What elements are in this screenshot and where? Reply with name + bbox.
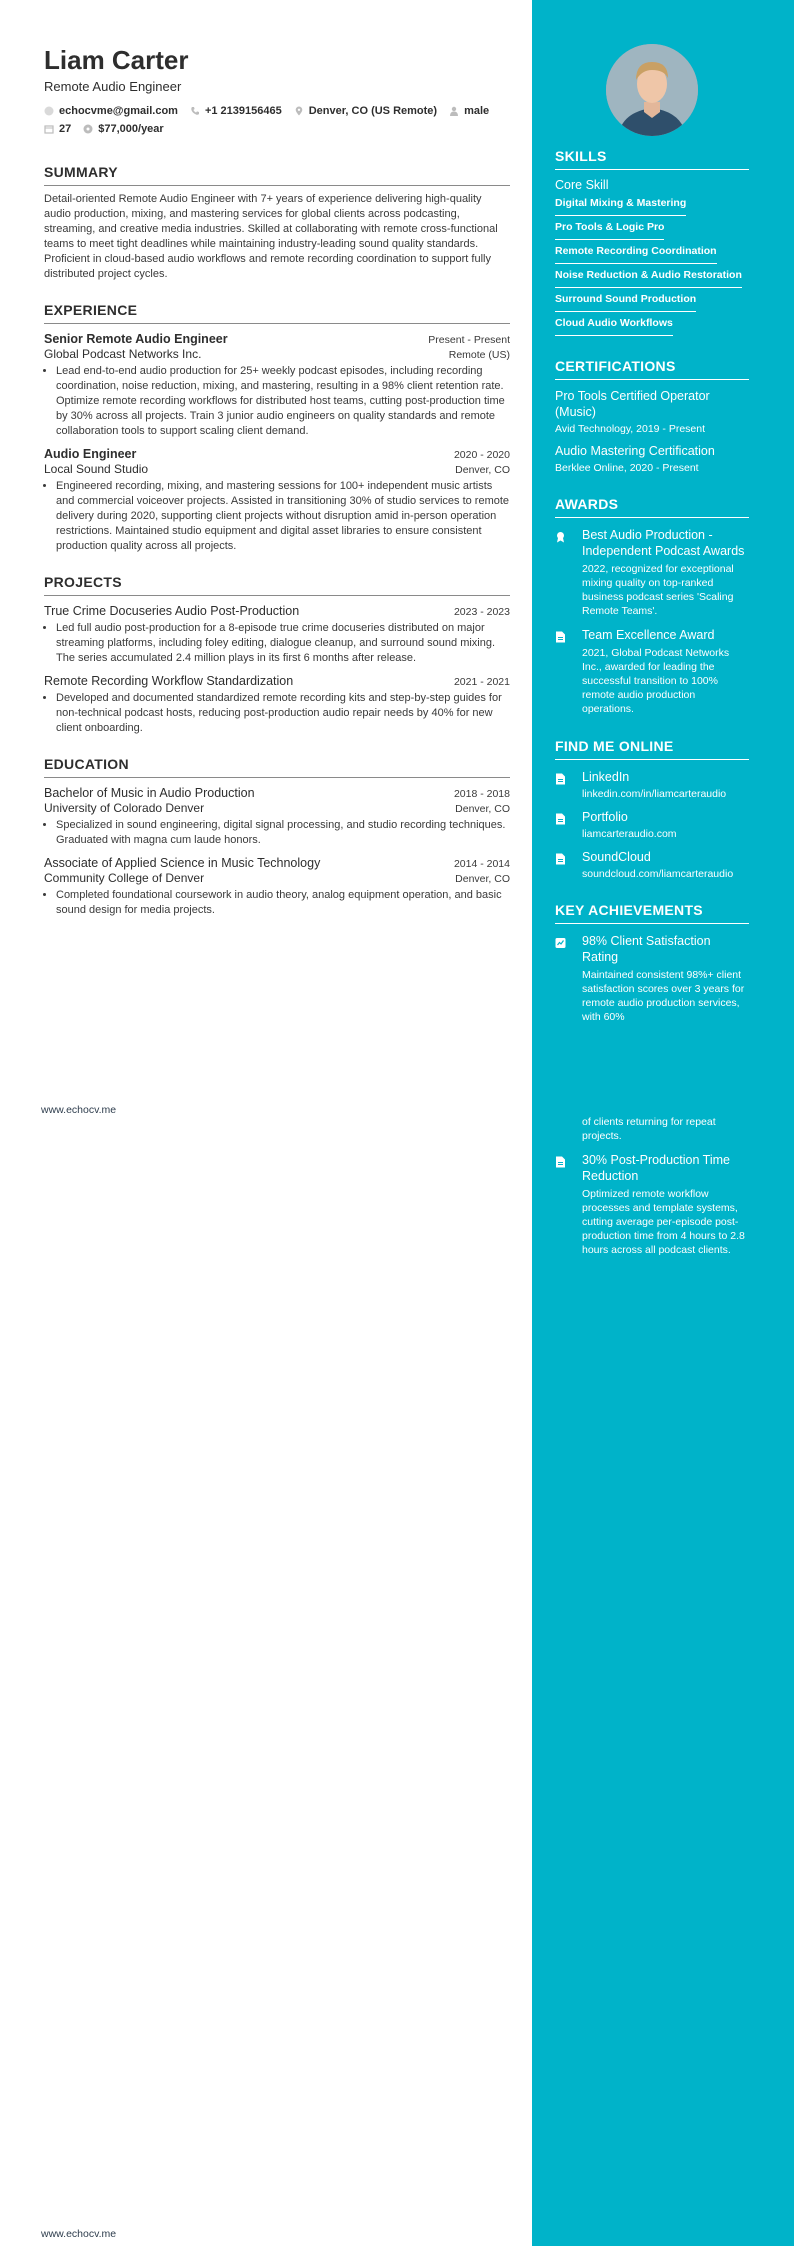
- job-title: Senior Remote Audio Engineer: [44, 332, 228, 346]
- online-link-entry[interactable]: [555, 809, 749, 840]
- summary-section: [44, 164, 510, 282]
- degree-description: • Specialized in sound engineering, digital signal processing, and studio recording techniques. Graduated with magna cum laude honors.: [56, 818, 510, 848]
- sidebar-column: [555, 44, 749, 1257]
- salary-item: [83, 120, 163, 138]
- person-icon: [449, 106, 459, 116]
- online-url[interactable]: liamcarteraudio.com: [582, 828, 677, 840]
- phone-text: +1 2139156465: [204, 105, 282, 117]
- job-description: • Lead end-to-end audio production for 25+ weekly podcast episodes, including recording coordination, noise reduction, mixing, and mastering, resulting in a 98% client retention rate. Optimize remote recording workflows for distributed host teams, cutting post-production time by 30% across all projects. Train 3 junior audio engineers on quality standards and remote collaboration tools to support scaling client demand.: [56, 364, 510, 439]
- education-section: [44, 756, 510, 918]
- document-icon: [555, 853, 566, 865]
- skill-item: Remote Recording Coordination: [555, 240, 717, 264]
- school-name: Community College of Denver: [44, 871, 205, 885]
- achievements-title: KEY ACHIEVEMENTS: [555, 902, 749, 924]
- achievements-section: [555, 902, 749, 1257]
- age-text: 27: [59, 123, 72, 135]
- certifications-title: CERTIFICATIONS: [555, 358, 749, 380]
- experience-entry: [44, 447, 510, 554]
- skills-title: SKILLS: [555, 148, 749, 170]
- project-description: • Led full audio post-production for a 8-episode true crime docuseries distributed on major streaming platforms, including foley editing, dialogue cleanup, and surround sound mixing. The series accumulated 2.4 million plays in its first 6 months after release.: [56, 621, 510, 666]
- education-entry: [44, 786, 510, 848]
- skill-item: Noise Reduction & Audio Restoration: [555, 264, 742, 288]
- education-entry: [44, 856, 510, 918]
- awards-section: [555, 496, 749, 716]
- phone-item[interactable]: [190, 102, 282, 120]
- award-description: 2022, recognized for exceptional mixing quality on top-ranked business podcast series 'Scaling Remote Teams'.: [582, 563, 734, 617]
- awards-title: AWARDS: [555, 496, 749, 518]
- email-item[interactable]: [44, 102, 178, 120]
- email-text: echocvme@gmail.com: [59, 105, 178, 117]
- experience-title: EXPERIENCE: [44, 302, 510, 324]
- document-icon: [555, 631, 566, 643]
- degree-description: • Completed foundational coursework in audio theory, analog equipment operation, and basic sound design for media projects.: [56, 888, 510, 918]
- project-date: 2023 - 2023: [453, 606, 510, 618]
- skill-item: Pro Tools & Logic Pro: [555, 216, 664, 240]
- skill-group-title: Core Skill: [555, 178, 609, 192]
- achievement-entry: [555, 933, 749, 1143]
- salary-icon: [83, 124, 93, 134]
- online-label: Portfolio: [582, 810, 628, 824]
- online-link-entry[interactable]: [555, 769, 749, 800]
- project-title: Remote Recording Workflow Standardization: [44, 674, 294, 688]
- certification-issuer: Berklee Online, 2020 - Present: [555, 462, 699, 474]
- degree-date: 2018 - 2018: [453, 788, 510, 800]
- award-entry: [555, 627, 749, 716]
- gender-text: male: [464, 105, 490, 117]
- award-title: Team Excellence Award: [582, 628, 715, 642]
- email-icon: [44, 106, 54, 116]
- online-label: LinkedIn: [582, 770, 630, 784]
- achievement-title: 30% Post-Production Time Reduction: [582, 1153, 730, 1183]
- avatar: [606, 44, 698, 136]
- education-title: EDUCATION: [44, 756, 510, 778]
- summary-title: SUMMARY: [44, 164, 510, 186]
- job-title: Audio Engineer: [44, 447, 137, 461]
- job-company: Local Sound Studio: [44, 462, 149, 476]
- job-company: Global Podcast Networks Inc.: [44, 347, 202, 361]
- project-entry: [44, 604, 510, 666]
- certification-name: Pro Tools Certified Operator (Music): [555, 389, 710, 419]
- skills-section: [555, 148, 749, 336]
- certification-name: Audio Mastering Certification: [555, 444, 715, 458]
- project-date: 2021 - 2021: [453, 676, 510, 688]
- achievement-title: 98% Client Satisfaction Rating: [582, 934, 711, 964]
- achievement-description-continued: of clients returning for repeat projects.: [582, 1116, 716, 1142]
- online-section: [555, 738, 749, 880]
- online-title: FIND ME ONLINE: [555, 738, 749, 760]
- footer-link[interactable]: www.echocv.me: [41, 1104, 117, 1116]
- online-url[interactable]: linkedin.com/in/liamcarteraudio: [582, 788, 727, 800]
- award-description: 2021, Global Podcast Networks Inc., awarded for leading the successful transition to 100% remote audio production operations.: [582, 647, 730, 715]
- job-location: Remote (US): [448, 349, 510, 361]
- candidate-name: Liam Carter: [44, 45, 189, 75]
- age-item: [44, 120, 71, 138]
- chart-icon: [555, 937, 566, 949]
- candidate-role: Remote Audio Engineer: [44, 79, 182, 94]
- job-date: 2020 - 2020: [453, 449, 510, 461]
- skill-item: Digital Mixing & Mastering: [555, 192, 686, 216]
- gender-item: [449, 102, 489, 120]
- achievement-description: Optimized remote workflow processes and template systems, cutting average per-episode post-production time from 4 hours to 2.8 hours across all podcast clients.: [582, 1188, 745, 1256]
- projects-section: [44, 574, 510, 736]
- document-icon: [555, 773, 566, 785]
- certification-issuer: Avid Technology, 2019 - Present: [555, 423, 706, 435]
- degree-date: 2014 - 2014: [453, 858, 510, 870]
- project-entry: [44, 674, 510, 736]
- skill-item: Surround Sound Production: [555, 288, 696, 312]
- document-icon: [555, 1156, 566, 1168]
- online-link-entry[interactable]: [555, 849, 749, 880]
- phone-icon: [190, 106, 200, 116]
- degree-title: Bachelor of Music in Audio Production: [44, 786, 255, 800]
- footer-link[interactable]: www.echocv.me: [41, 2228, 117, 2240]
- school-name: University of Colorado Denver: [44, 801, 205, 815]
- job-date: Present - Present: [428, 334, 510, 346]
- skill-item: Cloud Audio Workflows: [555, 312, 673, 336]
- location-text: Denver, CO (US Remote): [308, 105, 438, 117]
- summary-text: Detail-oriented Remote Audio Engineer with 7+ years of experience delivering high-quality audio production, mixing, and mastering services for global clients across podcasting, streaming, and creative media industries. Skilled at collaborating with remote cross-functional teams to meet tight deadlines while maintaining industry-leading sound quality standards. Proficient in cloud-based audio workflows and remote recording coordination to support fully distributed project cycles.: [44, 193, 498, 280]
- award-title: Best Audio Production - Independent Podcast Awards: [582, 528, 745, 558]
- degree-title: Associate of Applied Science in Music Technology: [44, 856, 321, 870]
- project-description: • Developed and documented standardized remote recording kits and step-by-step guides for non-technical podcast hosts, reducing post-production audio repair needs by 40% for new client onboarding.: [56, 691, 510, 736]
- school-location: Denver, CO: [455, 873, 510, 885]
- job-location: Denver, CO: [455, 464, 510, 476]
- school-location: Denver, CO: [455, 803, 510, 815]
- document-icon: [555, 813, 566, 825]
- online-url[interactable]: soundcloud.com/liamcarteraudio: [582, 868, 734, 880]
- calendar-icon: [44, 124, 54, 134]
- location-pin-icon: [294, 106, 304, 116]
- award-entry: [555, 527, 749, 618]
- projects-title: PROJECTS: [44, 574, 510, 596]
- job-description: • Engineered recording, mixing, and mastering sessions for 100+ independent music artists and commercial voiceover projects. Assisted in transitioning 30% of studio services to remote delivery during 2020, supporting client projects without disruption amid in-person operation restrictions. Maintained studio equipment and digital asset libraries to ensure consistent production quality across all projects.: [56, 479, 510, 554]
- contact-info: [44, 102, 510, 138]
- salary-text: $77,000/year: [98, 123, 164, 135]
- experience-section: [44, 302, 510, 554]
- online-label: SoundCloud: [582, 850, 651, 864]
- achievement-description: Maintained consistent 98%+ client satisfaction scores over 3 years for remote audio production services, with 60%: [582, 969, 745, 1023]
- certifications-section: [555, 358, 749, 474]
- project-title: True Crime Docuseries Audio Post-Production: [44, 604, 300, 618]
- achievement-entry: [555, 1152, 749, 1257]
- location-item: [294, 102, 437, 120]
- award-icon: [555, 531, 566, 543]
- main-column: [44, 44, 510, 918]
- experience-entry: [44, 332, 510, 439]
